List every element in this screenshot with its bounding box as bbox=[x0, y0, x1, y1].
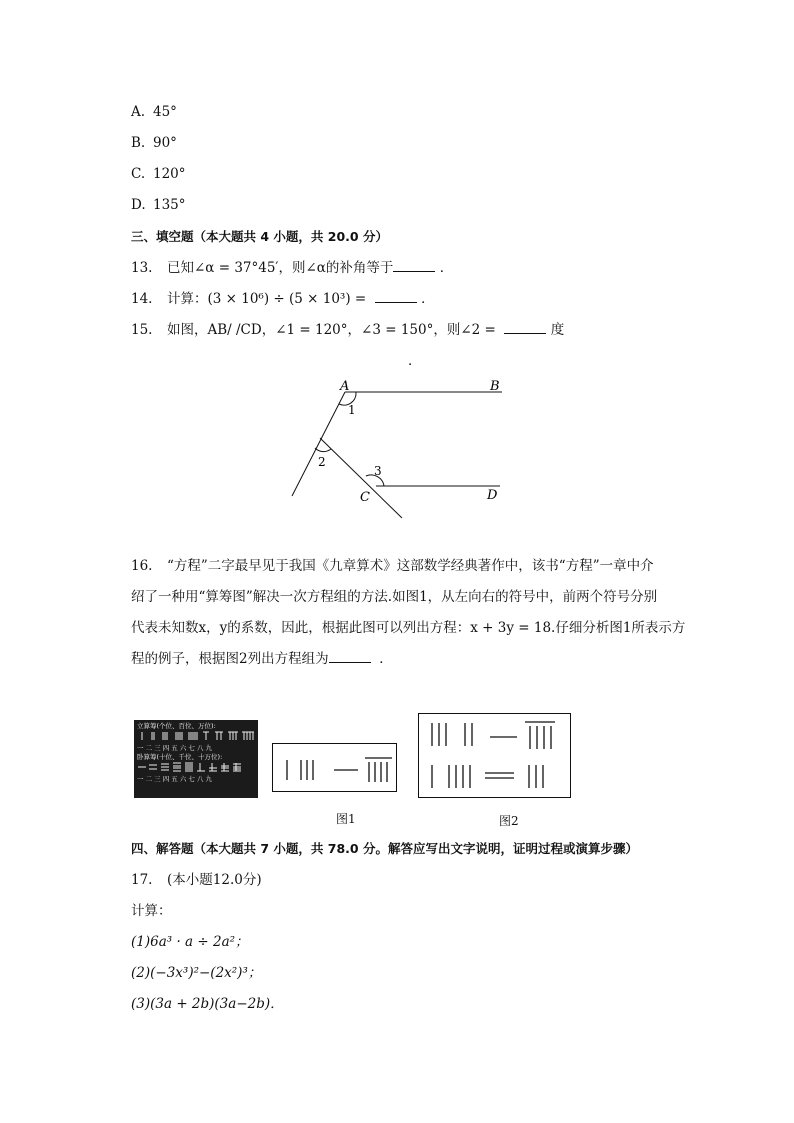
question-17-header: 17. (本小题12.0分) bbox=[131, 872, 262, 888]
figure-1-caption: 图1 bbox=[336, 812, 356, 826]
question-17-intro: 计算： bbox=[131, 903, 172, 919]
question-16: 16. “方程”二字最早见于我国《九章算术》这部数学经典著作中，该书“方程”一章中介 绍了一种用“算筹图”解决一次方程组的方法.如图1，从左向右的符号中，前两个符号分别 代表未知数x，y的系数，因此，根据此图可以列出方程：x + 3y = 18.仔细分析图1所表示方 程的例子，根据图2列出方程组为 ． bbox=[131, 558, 686, 667]
figure-2-caption: 图2 bbox=[499, 814, 519, 828]
label-c: C bbox=[360, 490, 370, 505]
parallel-lines-figure bbox=[280, 372, 520, 522]
vertical-rods bbox=[137, 731, 255, 741]
figure-2-rods bbox=[418, 713, 572, 799]
rod-row-vertical-title: 立算筹(个位、百位、万位): bbox=[137, 722, 216, 730]
question-14: 14. 计算：(3 × 10⁶) ÷ (5 × 10³) = ． bbox=[131, 291, 435, 307]
section-4-title: 四、解答题（本大题共 7 小题，共 78.0 分。解答应写出文字说明，证明过程或演算步骤） bbox=[131, 841, 638, 856]
answer-blank bbox=[375, 290, 417, 303]
question-15: 15. 如图，AB/ /CD，∠1 = 120°，∠3 = 150°，则∠2 = 度 bbox=[131, 322, 565, 338]
angle-2-arc bbox=[315, 448, 331, 452]
angle-1-label: 1 bbox=[348, 403, 356, 417]
rod-row-horizontal-numbers: 一 二 三 四 五 六 七 八 九 bbox=[137, 775, 213, 783]
q15-period: ． bbox=[408, 353, 422, 369]
question-17-item-3: (3)(3a + 2b)(3a−2b)． bbox=[131, 996, 284, 1012]
label-a: A bbox=[340, 379, 350, 394]
answer-blank bbox=[329, 650, 371, 663]
option-d: D. 135° bbox=[131, 197, 186, 213]
question-17-item-1: (1)6a³ · a ÷ 2a²； bbox=[131, 934, 249, 950]
transversal-a bbox=[292, 392, 345, 496]
label-d: D bbox=[487, 488, 498, 503]
transversal-c bbox=[320, 438, 402, 518]
rod-numeral-table bbox=[134, 720, 258, 798]
section-3-title: 三、填空题（本大题共 4 小题，共 20.0 分） bbox=[131, 229, 388, 244]
question-17-item-2: (2)(−3x³)²−(2x²)³； bbox=[131, 965, 262, 981]
option-c: C. 120° bbox=[131, 166, 186, 182]
angle-2-label: 2 bbox=[318, 455, 326, 469]
option-a: A. 45° bbox=[131, 104, 177, 120]
answer-blank bbox=[504, 321, 546, 334]
angle-3-label: 3 bbox=[374, 464, 382, 478]
figure-1-rods bbox=[272, 743, 398, 793]
option-b: B. 90° bbox=[131, 135, 177, 151]
question-13: 13. 已知∠α = 37°45′，则∠α的补角等于 ． bbox=[131, 260, 454, 276]
horizontal-rods bbox=[137, 762, 255, 772]
rod-row-vertical-numbers: 一 二 三 四 五 六 七 八 九 bbox=[137, 744, 213, 752]
label-b: B bbox=[490, 379, 500, 394]
answer-blank bbox=[393, 259, 435, 272]
rod-row-horizontal-title: 卧算筹(十位、千位、十万位): bbox=[137, 753, 223, 761]
